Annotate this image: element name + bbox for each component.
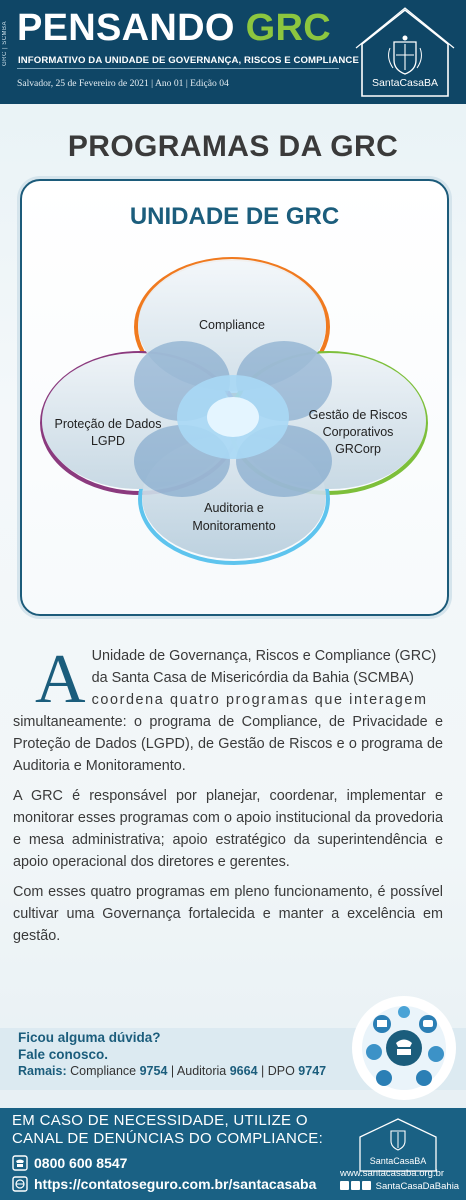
coat-of-arms-icon <box>389 36 422 75</box>
center-glow <box>207 397 259 437</box>
newsletter-subtitle: INFORMATIVO DA UNIDADE DE GOVERNANÇA, RISCOS E COMPLIANCE <box>18 55 359 66</box>
label-auditoria-1: Auditoria e <box>204 501 264 515</box>
ramais-label: Ramais: <box>18 1064 67 1078</box>
whistleblower-heading <box>12 1112 323 1148</box>
label-riscos-1: Gestão de Riscos <box>308 408 408 422</box>
compliance-ext: 9754 <box>139 1064 168 1078</box>
four-programs-venn-diagram <box>22 181 447 614</box>
web-icon <box>12 1176 28 1192</box>
dateline: Salvador, 25 de Fevereiro de 2021 | Ano 01 | Edição 04 <box>17 78 229 89</box>
label-lgpd-2: LGPD <box>90 434 126 448</box>
vertical-tag: GRC | SCMBA <box>2 20 8 66</box>
footer-brand-logo <box>338 1117 458 1173</box>
user-icon <box>366 1044 382 1060</box>
mobile-icon <box>428 1046 444 1062</box>
intro-line-1: Unidade de Governança, Riscos e Compliance (GRC) <box>91 648 437 664</box>
talk-text: Fale conosco. <box>18 1047 109 1062</box>
extension-numbers <box>18 1064 326 1078</box>
phone-icon <box>386 1030 422 1066</box>
drop-cap: A <box>35 641 86 718</box>
article-body <box>13 641 443 947</box>
facebook-icon <box>340 1181 349 1190</box>
contact-illustration <box>352 996 456 1100</box>
auditoria-ext-label: | Auditoria <box>167 1064 230 1078</box>
label-auditoria-2: Monitoramento <box>192 519 276 533</box>
instagram-icon <box>351 1181 360 1190</box>
phone-icon <box>12 1155 28 1171</box>
dpo-ext: 9747 <box>298 1064 327 1078</box>
paragraph-intro <box>13 641 443 777</box>
communication-icons <box>352 996 456 1100</box>
label-riscos-2: Corporativos <box>322 425 394 439</box>
newsletter-title <box>17 6 331 50</box>
question-text: Ficou alguma dúvida? <box>18 1030 161 1045</box>
social-handle[interactable] <box>340 1181 459 1192</box>
whistleblower-url: https://contatoseguro.com.br/santacasaba <box>34 1176 317 1192</box>
label-lgpd-1: Proteção de Dados <box>54 417 162 431</box>
paragraph-conclusion: Com esses quatro programas em pleno funcionamento, é possível cultivar uma Governança fortalecida e manter a excelência em gestão. <box>13 884 443 944</box>
at-icon <box>398 1006 410 1018</box>
header-divider <box>17 68 339 69</box>
message-icon <box>416 1070 432 1086</box>
label-compliance: Compliance <box>198 318 266 332</box>
page-title: PROGRAMAS DA GRC <box>67 130 399 163</box>
footer-brand: SantaCasaBA <box>369 1156 427 1166</box>
intro-rest: simultaneamente: o programa de Compliance, de Privacidade e Proteção de Dados (LGPD), de Gestão de Riscos e o programa de Auditoria e Monitoramento. <box>13 714 443 774</box>
website-link[interactable]: www.santacasaba.org.br <box>340 1168 445 1179</box>
whistleblower-line-1: EM CASO DE NECESSIDADE, UTILIZE O <box>12 1112 308 1129</box>
whistleblower-link[interactable] <box>12 1176 316 1192</box>
masthead <box>0 0 466 104</box>
hotline-number: 0800 600 8547 <box>34 1155 128 1171</box>
santa-casa-house-logo <box>344 0 466 104</box>
label-riscos-3: GRCorp <box>335 442 381 456</box>
title-main: PENSANDO <box>17 7 246 49</box>
contact-question <box>18 1029 161 1063</box>
paragraph-responsibility: A GRC é responsável por planejar, coordenar, implementar e monitorar esses programas com o apoio institucional da provedoria e mesa administrativa; apoio estratégico da superintendência e apoio operacional dos diretores e gerentes. <box>13 788 443 870</box>
grc-unit-card <box>20 179 449 616</box>
auditoria-ext: 9664 <box>229 1064 258 1078</box>
card-title: UNIDADE DE GRC <box>129 203 340 230</box>
header-brand: SantaCasaBA <box>372 77 438 89</box>
intro-line-3: coordena quatro programas que interagem <box>91 692 428 708</box>
laptop-icon <box>376 1070 392 1086</box>
linkedin-icon <box>362 1181 371 1190</box>
hotline[interactable] <box>12 1155 127 1171</box>
compliance-ext-label: Compliance <box>66 1064 140 1078</box>
dpo-ext-label: | DPO <box>257 1064 299 1078</box>
social-handle-text: SantaCasaDaBahia <box>375 1181 460 1192</box>
intro-line-2: da Santa Casa de Misericórdia da Bahia (SCMBA) <box>91 670 414 686</box>
title-accent: GRC <box>245 7 331 49</box>
whistleblower-line-2: CANAL DE DENÚNCIAS DO COMPLIANCE: <box>12 1130 324 1147</box>
